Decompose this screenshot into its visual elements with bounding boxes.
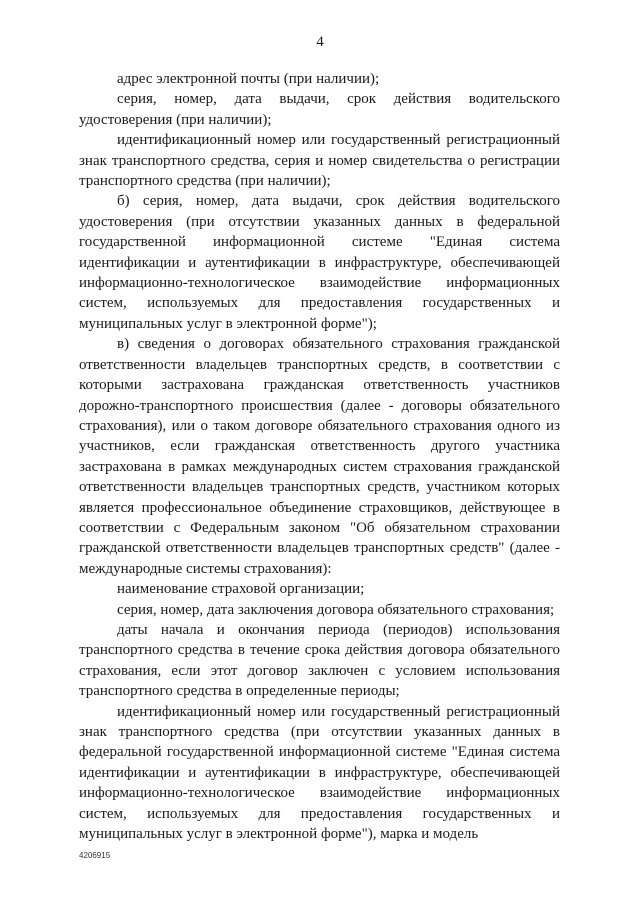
paragraph-item-v: в) сведения о договорах обязательного страхования гражданской ответственности владельцев транспортных средств, в соответствии с которыми застрахована гражданская ответственность участников дорожно-транспортного происшествия (далее - договоры обязательного страхования), или о таком договоре обязательного страхования одного из участников, если гражданская ответственность другого участника застрахована в рамках международных систем страхования гражданской ответственности владельцев транспортных средств, участником которых является профессиональное объединение страховщиков, действующее в соответствии с Федеральным законом "Об обязательном страховании гражданской ответственности владельцев транспортных средств" (далее - международные системы страхования):	[79, 336, 560, 577]
paragraph-contract-details: серия, номер, дата заключения договора обязательного страхования;	[117, 601, 555, 618]
paragraph-license-details: серия, номер, дата выдачи, срок действия водительского удостоверения (при наличии);	[79, 91, 560, 128]
paragraph-vehicle-id-make-model: идентификационный номер или государственный регистрационный знак транспортного средства (при отсутствии указанных данных в федеральной государственной информационной системе "Единая система идентификации и аутентификации в инфраструктуре, обеспечивающей информационно-технологическое взаимодействие информационных систем, используемых для предоставления государственных и муниципальных услуг в электронной форме"), марка и модель	[79, 703, 560, 843]
page-number: 4	[316, 34, 324, 50]
document-body	[79, 69, 560, 844]
paragraph-vehicle-id: идентификационный номер или государственный регистрационный знак транспортного средства, серия и номер свидетельства о регистрации транспортного средства (при наличии);	[79, 132, 560, 190]
paragraph-email: адрес электронной почты (при наличии);	[117, 71, 380, 87]
paragraph-usage-period: даты начала и окончания периода (периодов) использования транспортного средства в течение срока действия договора обязательного страхования, если этот договор заключен с условием использования транспортного средства в определенные периоды;	[79, 621, 560, 700]
document-code: 4206915	[79, 851, 111, 860]
paragraph-insurer-name: наименование страховой организации;	[117, 581, 365, 598]
paragraph-item-b: б) серия, номер, дата выдачи, срок действия водительского удостоверения (при отсутствии указанных данных в федеральной государственной информационной системе "Единая система идентификации и аутентификации в инфраструктуре, обеспечивающей информационно-технологическое взаимодействие информационных систем, используемых для предоставления государственных и муниципальных услуг в электронной форме");	[79, 193, 560, 332]
